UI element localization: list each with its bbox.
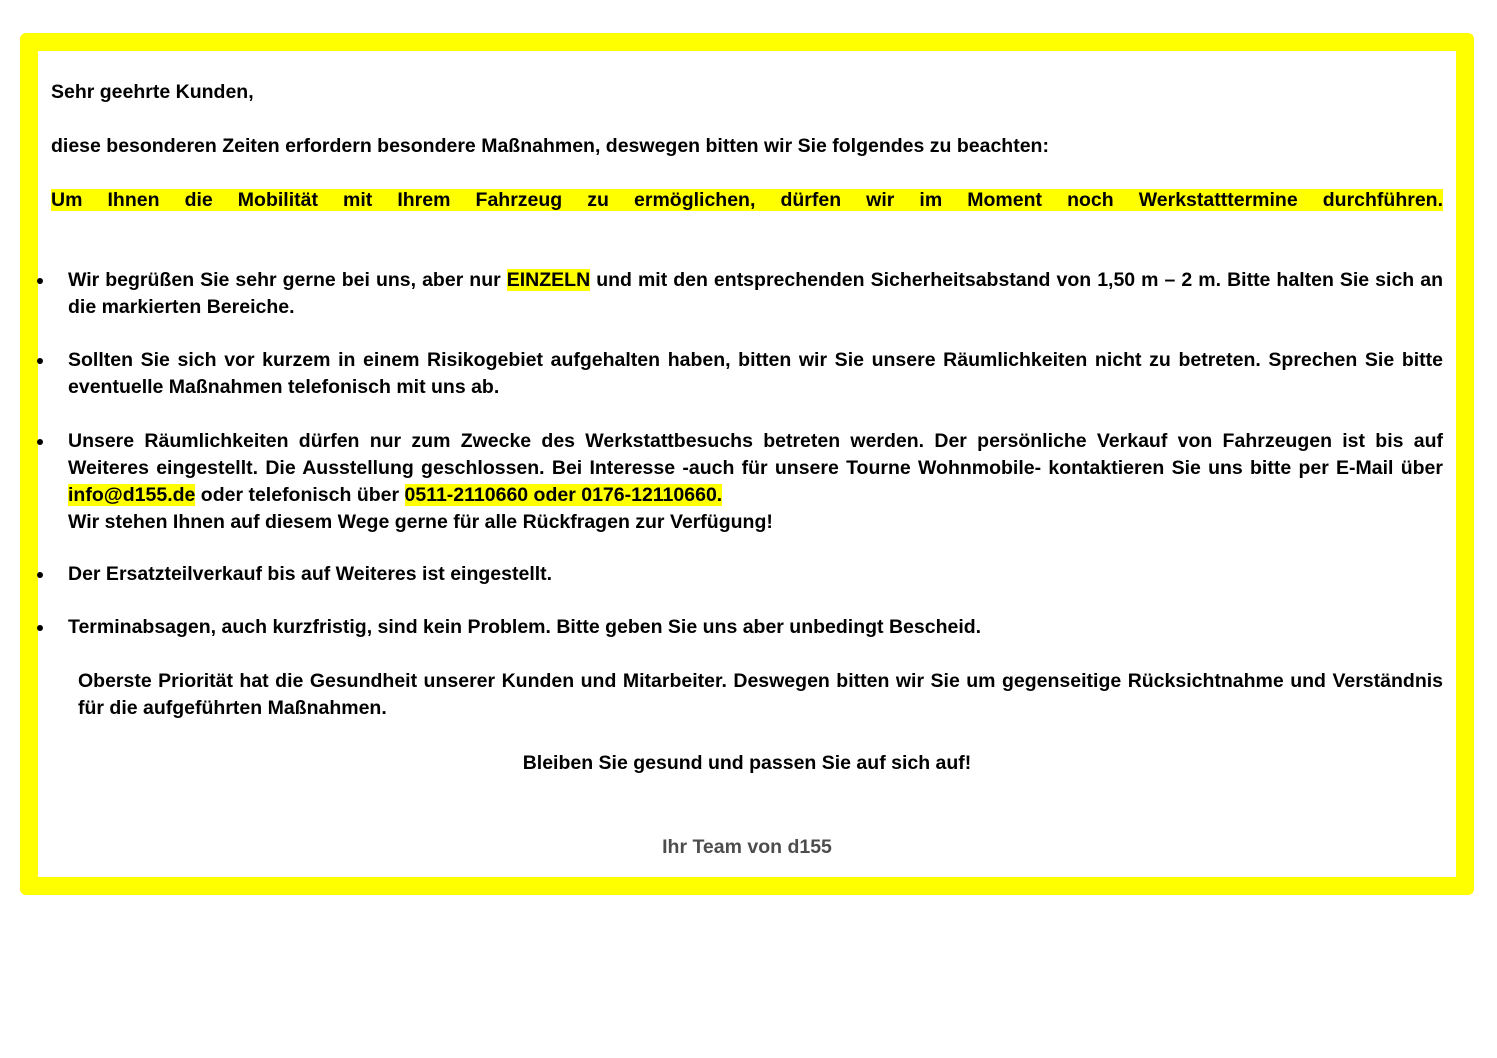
closing-text: Bleiben Sie gesund und passen Sie auf sich auf! — [522, 752, 972, 774]
salutation: Sehr geehrte Kunden, — [51, 81, 254, 103]
bullet-text-cancellations: Terminabsagen, auch kurzfristig, sind kein Problem. Bitte geben Sie uns aber unbedingt Bescheid. — [68, 616, 982, 638]
email-link[interactable]: info@d155.de — [68, 484, 196, 506]
phone-numbers[interactable]: 0511-2110660 oder 0176-12110660. — [404, 484, 723, 506]
bullet-icon — [37, 625, 43, 631]
list-item — [51, 614, 1443, 641]
signature: Ihr Team von d155 — [662, 836, 832, 858]
bullet-text-contact-note: Wir stehen Ihnen auf diesem Wege gerne für alle Rückfragen zur Verfügung! — [68, 511, 773, 533]
highlight-notice-text: Um Ihnen die Mobilität mit Ihrem Fahrzeug zu ermöglichen, dürfen wir im Moment noch Werkstatttermine durchführen. — [51, 189, 1443, 211]
bullet-icon — [37, 358, 43, 364]
list-item — [51, 347, 1443, 401]
bullet-text-risk-area: Sollten Sie sich vor kurzem in einem Risikogebiet aufgehalten haben, bitten wir Sie unsere Räumlichkeiten nicht zu betreten. Sprechen Sie bitte eventuelle Maßnahmen telefonisch mit uns ab. — [68, 349, 1443, 398]
bullet-icon — [37, 439, 43, 445]
notice-frame — [20, 33, 1474, 895]
list-item — [51, 561, 1443, 588]
list-item — [51, 267, 1443, 321]
priority-text: Oberste Priorität hat die Gesundheit unserer Kunden und Mitarbeiter. Deswegen bitten wir Sie um gegenseitige Rücksichtnahme und Verständnis für die aufgeführten Maßnahmen. — [78, 670, 1443, 719]
bullet-text-distance: Wir begrüßen Sie sehr gerne bei uns, aber nur EINZELN und mit den entsprechenden Sicherheitsabstand von 1,50 m – 2 m. Bitte halten Sie sich an die markierten Bereiche. — [68, 269, 1443, 318]
einzeln-highlight: EINZELN — [506, 269, 591, 291]
intro-text: diese besonderen Zeiten erfordern besondere Maßnahmen, deswegen bitten wir Sie folgendes zu beachten: — [51, 135, 1049, 157]
bullet-icon — [37, 572, 43, 578]
list-item — [51, 428, 1443, 536]
bullet-text-parts-sales: Der Ersatzteilverkauf bis auf Weiteres ist eingestellt. — [68, 563, 553, 585]
highlight-notice — [51, 187, 1443, 214]
bullet-text-premises: Unsere Räumlichkeiten dürfen nur zum Zwecke des Werkstattbesuchs betreten werden. Der persönliche Verkauf von Fahrzeugen ist bis auf Weiteres eingestellt. Die Ausstellung geschlossen. Bei Interesse -auch für unsere Tourne Wohnmobile- kontaktieren Sie uns bitte per E-Mail über info@d155.de oder telefonisch über 0511-2110660 oder 0176-12110660. — [68, 430, 1443, 506]
bullet-icon — [37, 278, 43, 284]
